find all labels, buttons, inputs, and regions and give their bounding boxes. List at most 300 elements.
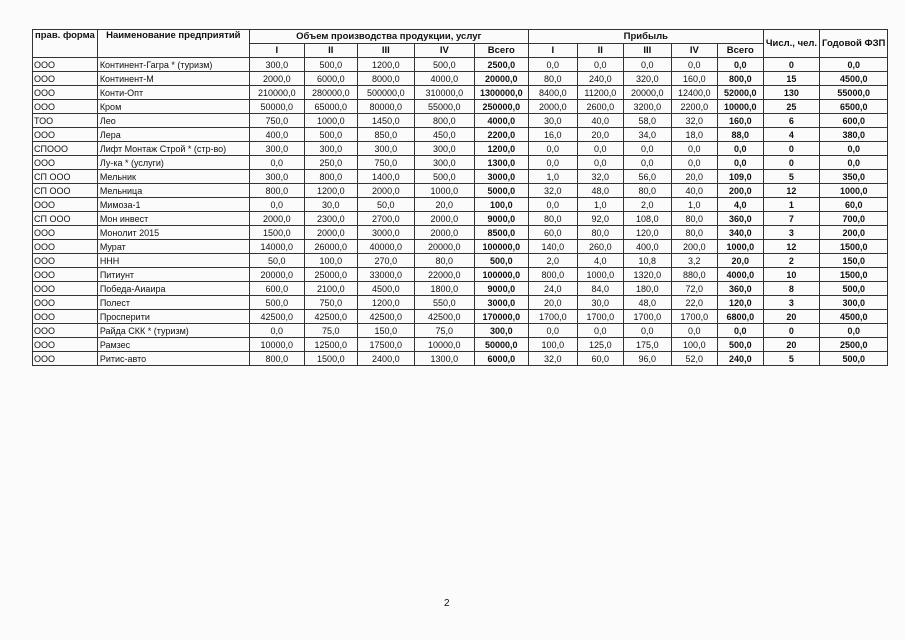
cell-volume-q1: 0,0 <box>249 156 304 170</box>
table-row <box>33 198 888 212</box>
cell-name: Лу-ка * (услуги) <box>97 156 249 170</box>
cell-profit-q2: 1000,0 <box>577 268 623 282</box>
cell-payroll: 380,0 <box>820 128 888 142</box>
cell-form: ООО <box>33 338 98 352</box>
cell-name: Лифт Монтаж Строй * (стр-во) <box>97 142 249 156</box>
cell-volume-q2: 100,0 <box>304 254 357 268</box>
cell-volume-q3: 8000,0 <box>357 72 414 86</box>
table-row <box>33 282 888 296</box>
cell-volume-q3: 750,0 <box>357 156 414 170</box>
cell-volume-q1: 0,0 <box>249 324 304 338</box>
cell-employees: 0 <box>763 324 819 338</box>
cell-profit-q2: 0,0 <box>577 142 623 156</box>
cell-profit-q1: 0,0 <box>528 324 577 338</box>
cell-profit-total: 88,0 <box>717 128 763 142</box>
cell-volume-q1: 2000,0 <box>249 72 304 86</box>
cell-volume-q4: 10000,0 <box>414 338 474 352</box>
cell-volume-total: 1200,0 <box>474 142 528 156</box>
table-row <box>33 72 888 86</box>
cell-profit-q2: 2600,0 <box>577 100 623 114</box>
cell-profit-q2: 84,0 <box>577 282 623 296</box>
cell-volume-total: 6000,0 <box>474 352 528 366</box>
table-row <box>33 86 888 100</box>
cell-profit-q1: 2000,0 <box>528 100 577 114</box>
cell-profit-total: 0,0 <box>717 324 763 338</box>
cell-profit-q1: 0,0 <box>528 58 577 72</box>
table-row <box>33 114 888 128</box>
cell-profit-total: 240,0 <box>717 352 763 366</box>
cell-profit-total: 52000,0 <box>717 86 763 100</box>
cell-profit-q4: 80,0 <box>671 212 717 226</box>
table-row <box>33 184 888 198</box>
header-volume-q2: II <box>304 44 357 58</box>
cell-employees: 15 <box>763 72 819 86</box>
cell-form: ООО <box>33 240 98 254</box>
cell-employees: 5 <box>763 352 819 366</box>
cell-profit-q2: 60,0 <box>577 352 623 366</box>
cell-profit-q1: 32,0 <box>528 184 577 198</box>
cell-employees: 8 <box>763 282 819 296</box>
cell-volume-total: 1300,0 <box>474 156 528 170</box>
cell-form: ООО <box>33 72 98 86</box>
cell-form: СП ООО <box>33 170 98 184</box>
cell-profit-q4: 3,2 <box>671 254 717 268</box>
cell-name: Победа-Аиаира <box>97 282 249 296</box>
cell-volume-q1: 300,0 <box>249 58 304 72</box>
cell-volume-q2: 30,0 <box>304 198 357 212</box>
cell-volume-total: 1300000,0 <box>474 86 528 100</box>
cell-form: ООО <box>33 226 98 240</box>
cell-volume-q4: 55000,0 <box>414 100 474 114</box>
page-number: 2 <box>444 598 450 609</box>
cell-volume-total: 8500,0 <box>474 226 528 240</box>
cell-volume-q2: 750,0 <box>304 296 357 310</box>
cell-volume-q2: 42500,0 <box>304 310 357 324</box>
cell-volume-q2: 2100,0 <box>304 282 357 296</box>
cell-volume-q1: 50,0 <box>249 254 304 268</box>
cell-payroll: 300,0 <box>820 296 888 310</box>
cell-payroll: 700,0 <box>820 212 888 226</box>
cell-profit-q3: 180,0 <box>623 282 671 296</box>
cell-profit-q3: 10,8 <box>623 254 671 268</box>
cell-volume-q1: 800,0 <box>249 184 304 198</box>
cell-volume-q4: 500,0 <box>414 170 474 184</box>
cell-volume-q2: 300,0 <box>304 142 357 156</box>
cell-profit-total: 160,0 <box>717 114 763 128</box>
cell-volume-q4: 310000,0 <box>414 86 474 100</box>
cell-profit-q4: 1,0 <box>671 198 717 212</box>
cell-profit-q2: 0,0 <box>577 156 623 170</box>
cell-profit-q3: 400,0 <box>623 240 671 254</box>
cell-name: Питиунт <box>97 268 249 282</box>
cell-profit-q2: 40,0 <box>577 114 623 128</box>
cell-form: ООО <box>33 296 98 310</box>
cell-profit-q4: 18,0 <box>671 128 717 142</box>
cell-volume-q2: 2300,0 <box>304 212 357 226</box>
cell-name: Лера <box>97 128 249 142</box>
cell-volume-total: 5000,0 <box>474 184 528 198</box>
cell-payroll: 0,0 <box>820 324 888 338</box>
cell-volume-q2: 6000,0 <box>304 72 357 86</box>
cell-payroll: 1000,0 <box>820 184 888 198</box>
cell-name: Конти-Опт <box>97 86 249 100</box>
header-form: прав. форма <box>33 30 98 58</box>
cell-volume-q3: 50,0 <box>357 198 414 212</box>
cell-employees: 20 <box>763 310 819 324</box>
cell-profit-q3: 0,0 <box>623 324 671 338</box>
cell-volume-q3: 42500,0 <box>357 310 414 324</box>
cell-name: Ритис-авто <box>97 352 249 366</box>
cell-profit-q1: 20,0 <box>528 296 577 310</box>
cell-profit-q4: 100,0 <box>671 338 717 352</box>
cell-payroll: 4500,0 <box>820 72 888 86</box>
cell-profit-q2: 32,0 <box>577 170 623 184</box>
cell-volume-q3: 40000,0 <box>357 240 414 254</box>
cell-volume-q2: 1500,0 <box>304 352 357 366</box>
cell-profit-total: 0,0 <box>717 58 763 72</box>
cell-form: ТОО <box>33 114 98 128</box>
cell-name: Континент-Гагра * (туризм) <box>97 58 249 72</box>
cell-volume-q3: 2000,0 <box>357 184 414 198</box>
cell-form: ООО <box>33 58 98 72</box>
cell-profit-q2: 240,0 <box>577 72 623 86</box>
cell-form: СП ООО <box>33 212 98 226</box>
header-volume-group: Объем производства продукции, услуг <box>249 30 528 44</box>
cell-employees: 5 <box>763 170 819 184</box>
cell-volume-q1: 14000,0 <box>249 240 304 254</box>
header-profit-q2: II <box>577 44 623 58</box>
cell-profit-q3: 1320,0 <box>623 268 671 282</box>
cell-profit-q1: 16,0 <box>528 128 577 142</box>
header-profit-q3: III <box>623 44 671 58</box>
cell-form: ООО <box>33 324 98 338</box>
cell-profit-q4: 12400,0 <box>671 86 717 100</box>
cell-profit-q1: 32,0 <box>528 352 577 366</box>
cell-employees: 12 <box>763 240 819 254</box>
cell-employees: 0 <box>763 58 819 72</box>
cell-form: ООО <box>33 100 98 114</box>
cell-form: ООО <box>33 254 98 268</box>
cell-form: ООО <box>33 86 98 100</box>
cell-profit-q3: 2,0 <box>623 198 671 212</box>
cell-volume-total: 100000,0 <box>474 268 528 282</box>
cell-profit-q3: 108,0 <box>623 212 671 226</box>
cell-volume-q2: 500,0 <box>304 128 357 142</box>
cell-volume-q3: 33000,0 <box>357 268 414 282</box>
cell-volume-q4: 1000,0 <box>414 184 474 198</box>
cell-employees: 0 <box>763 142 819 156</box>
cell-profit-total: 800,0 <box>717 72 763 86</box>
cell-profit-q1: 24,0 <box>528 282 577 296</box>
cell-profit-q3: 0,0 <box>623 58 671 72</box>
cell-employees: 3 <box>763 296 819 310</box>
header-profit-total: Всего <box>717 44 763 58</box>
cell-form: ООО <box>33 128 98 142</box>
cell-profit-q1: 0,0 <box>528 198 577 212</box>
cell-employees: 12 <box>763 184 819 198</box>
cell-volume-q4: 2000,0 <box>414 212 474 226</box>
cell-profit-q3: 20000,0 <box>623 86 671 100</box>
cell-volume-q1: 20000,0 <box>249 268 304 282</box>
cell-volume-q3: 4500,0 <box>357 282 414 296</box>
cell-volume-q2: 75,0 <box>304 324 357 338</box>
cell-volume-q2: 1000,0 <box>304 114 357 128</box>
table-row <box>33 58 888 72</box>
cell-name: Мельник <box>97 170 249 184</box>
cell-profit-q4: 0,0 <box>671 156 717 170</box>
cell-profit-q2: 125,0 <box>577 338 623 352</box>
cell-volume-q4: 450,0 <box>414 128 474 142</box>
cell-profit-q2: 1700,0 <box>577 310 623 324</box>
cell-volume-q1: 800,0 <box>249 352 304 366</box>
cell-profit-q4: 0,0 <box>671 142 717 156</box>
cell-volume-q1: 1500,0 <box>249 226 304 240</box>
cell-profit-q3: 80,0 <box>623 184 671 198</box>
cell-employees: 2 <box>763 254 819 268</box>
cell-volume-q2: 800,0 <box>304 170 357 184</box>
cell-volume-q2: 280000,0 <box>304 86 357 100</box>
cell-volume-total: 250000,0 <box>474 100 528 114</box>
cell-volume-q1: 500,0 <box>249 296 304 310</box>
cell-employees: 4 <box>763 128 819 142</box>
cell-volume-total: 170000,0 <box>474 310 528 324</box>
cell-profit-q3: 58,0 <box>623 114 671 128</box>
cell-volume-total: 2500,0 <box>474 58 528 72</box>
table-row <box>33 212 888 226</box>
cell-volume-q4: 800,0 <box>414 114 474 128</box>
cell-volume-q3: 80000,0 <box>357 100 414 114</box>
cell-volume-q3: 150,0 <box>357 324 414 338</box>
cell-form: ООО <box>33 156 98 170</box>
cell-payroll: 350,0 <box>820 170 888 184</box>
cell-name: Полест <box>97 296 249 310</box>
cell-profit-q1: 8400,0 <box>528 86 577 100</box>
cell-volume-q3: 2400,0 <box>357 352 414 366</box>
cell-profit-q3: 0,0 <box>623 156 671 170</box>
cell-volume-total: 500,0 <box>474 254 528 268</box>
cell-profit-total: 6800,0 <box>717 310 763 324</box>
cell-name: Рамзес <box>97 338 249 352</box>
cell-profit-total: 0,0 <box>717 142 763 156</box>
cell-name: Монолит 2015 <box>97 226 249 240</box>
cell-profit-q2: 80,0 <box>577 226 623 240</box>
cell-payroll: 6500,0 <box>820 100 888 114</box>
cell-profit-q3: 96,0 <box>623 352 671 366</box>
cell-volume-q3: 1200,0 <box>357 296 414 310</box>
cell-volume-q1: 42500,0 <box>249 310 304 324</box>
cell-payroll: 150,0 <box>820 254 888 268</box>
cell-profit-total: 20,0 <box>717 254 763 268</box>
cell-payroll: 0,0 <box>820 156 888 170</box>
cell-volume-total: 20000,0 <box>474 72 528 86</box>
cell-volume-total: 9000,0 <box>474 212 528 226</box>
cell-volume-q4: 20,0 <box>414 198 474 212</box>
cell-profit-q1: 0,0 <box>528 142 577 156</box>
cell-volume-q3: 850,0 <box>357 128 414 142</box>
cell-volume-q1: 750,0 <box>249 114 304 128</box>
table-row <box>33 156 888 170</box>
table-row <box>33 268 888 282</box>
header-payroll: Годовой ФЗП <box>820 30 888 58</box>
cell-name: Мон инвест <box>97 212 249 226</box>
cell-profit-q4: 200,0 <box>671 240 717 254</box>
table-row <box>33 338 888 352</box>
cell-profit-q1: 0,0 <box>528 156 577 170</box>
cell-profit-total: 360,0 <box>717 212 763 226</box>
cell-employees: 6 <box>763 114 819 128</box>
cell-profit-q3: 48,0 <box>623 296 671 310</box>
cell-volume-q1: 210000,0 <box>249 86 304 100</box>
cell-volume-q4: 300,0 <box>414 156 474 170</box>
header-employees: Числ., чел. <box>763 30 819 58</box>
cell-profit-q4: 0,0 <box>671 324 717 338</box>
cell-volume-q4: 20000,0 <box>414 240 474 254</box>
cell-profit-q2: 260,0 <box>577 240 623 254</box>
cell-profit-total: 4,0 <box>717 198 763 212</box>
table-row <box>33 324 888 338</box>
header-volume-q3: III <box>357 44 414 58</box>
cell-volume-q3: 17500,0 <box>357 338 414 352</box>
cell-volume-total: 50000,0 <box>474 338 528 352</box>
cell-profit-total: 0,0 <box>717 156 763 170</box>
cell-volume-q1: 400,0 <box>249 128 304 142</box>
cell-profit-total: 200,0 <box>717 184 763 198</box>
cell-profit-q4: 32,0 <box>671 114 717 128</box>
cell-profit-total: 360,0 <box>717 282 763 296</box>
cell-payroll: 600,0 <box>820 114 888 128</box>
cell-profit-q2: 30,0 <box>577 296 623 310</box>
cell-volume-q4: 1300,0 <box>414 352 474 366</box>
cell-profit-q1: 100,0 <box>528 338 577 352</box>
cell-volume-q2: 26000,0 <box>304 240 357 254</box>
cell-name: Райда СКК * (туризм) <box>97 324 249 338</box>
cell-volume-q3: 3000,0 <box>357 226 414 240</box>
cell-employees: 3 <box>763 226 819 240</box>
cell-form: СПООО <box>33 142 98 156</box>
cell-employees: 130 <box>763 86 819 100</box>
cell-payroll: 1500,0 <box>820 268 888 282</box>
cell-name: Мимоза-1 <box>97 198 249 212</box>
header-volume-q4: IV <box>414 44 474 58</box>
cell-volume-q3: 1400,0 <box>357 170 414 184</box>
cell-name: Мурат <box>97 240 249 254</box>
header-volume-q1: I <box>249 44 304 58</box>
cell-employees: 25 <box>763 100 819 114</box>
cell-volume-q2: 2000,0 <box>304 226 357 240</box>
cell-volume-q1: 0,0 <box>249 198 304 212</box>
table-row <box>33 170 888 184</box>
table-row <box>33 352 888 366</box>
cell-payroll: 1500,0 <box>820 240 888 254</box>
cell-payroll: 2500,0 <box>820 338 888 352</box>
cell-volume-total: 4000,0 <box>474 114 528 128</box>
cell-volume-q4: 4000,0 <box>414 72 474 86</box>
cell-payroll: 500,0 <box>820 282 888 296</box>
cell-volume-total: 300,0 <box>474 324 528 338</box>
cell-volume-q4: 22000,0 <box>414 268 474 282</box>
table-row <box>33 310 888 324</box>
table-row <box>33 142 888 156</box>
cell-profit-q1: 80,0 <box>528 212 577 226</box>
header-volume-total: Всего <box>474 44 528 58</box>
cell-volume-total: 2200,0 <box>474 128 528 142</box>
cell-name: ННН <box>97 254 249 268</box>
cell-volume-total: 100,0 <box>474 198 528 212</box>
cell-volume-q2: 500,0 <box>304 58 357 72</box>
cell-volume-q3: 300,0 <box>357 142 414 156</box>
cell-name: Кром <box>97 100 249 114</box>
cell-profit-q1: 800,0 <box>528 268 577 282</box>
cell-payroll: 55000,0 <box>820 86 888 100</box>
cell-profit-q1: 140,0 <box>528 240 577 254</box>
cell-profit-q2: 11200,0 <box>577 86 623 100</box>
cell-profit-q1: 1700,0 <box>528 310 577 324</box>
cell-profit-total: 500,0 <box>717 338 763 352</box>
cell-volume-total: 3000,0 <box>474 170 528 184</box>
cell-profit-q4: 22,0 <box>671 296 717 310</box>
cell-profit-q1: 60,0 <box>528 226 577 240</box>
cell-volume-q4: 300,0 <box>414 142 474 156</box>
table-row <box>33 128 888 142</box>
cell-volume-q2: 25000,0 <box>304 268 357 282</box>
cell-profit-q2: 4,0 <box>577 254 623 268</box>
cell-volume-q1: 600,0 <box>249 282 304 296</box>
table-row <box>33 226 888 240</box>
table-row <box>33 240 888 254</box>
cell-name: Континент-М <box>97 72 249 86</box>
cell-profit-q4: 1700,0 <box>671 310 717 324</box>
cell-profit-q3: 175,0 <box>623 338 671 352</box>
cell-profit-total: 120,0 <box>717 296 763 310</box>
cell-form: СП ООО <box>33 184 98 198</box>
cell-volume-q1: 2000,0 <box>249 212 304 226</box>
cell-profit-q4: 52,0 <box>671 352 717 366</box>
cell-payroll: 0,0 <box>820 58 888 72</box>
cell-profit-q4: 80,0 <box>671 226 717 240</box>
cell-profit-total: 10000,0 <box>717 100 763 114</box>
cell-profit-q1: 80,0 <box>528 72 577 86</box>
cell-form: ООО <box>33 198 98 212</box>
cell-volume-q4: 1800,0 <box>414 282 474 296</box>
cell-payroll: 4500,0 <box>820 310 888 324</box>
cell-profit-q1: 2,0 <box>528 254 577 268</box>
cell-volume-q2: 12500,0 <box>304 338 357 352</box>
cell-profit-total: 1000,0 <box>717 240 763 254</box>
cell-volume-q4: 42500,0 <box>414 310 474 324</box>
cell-form: ООО <box>33 282 98 296</box>
cell-profit-q3: 1700,0 <box>623 310 671 324</box>
cell-volume-q1: 300,0 <box>249 170 304 184</box>
cell-employees: 10 <box>763 268 819 282</box>
cell-volume-q2: 65000,0 <box>304 100 357 114</box>
header-profit-q1: I <box>528 44 577 58</box>
cell-payroll: 60,0 <box>820 198 888 212</box>
cell-profit-q4: 880,0 <box>671 268 717 282</box>
cell-volume-q2: 250,0 <box>304 156 357 170</box>
cell-profit-total: 340,0 <box>717 226 763 240</box>
cell-employees: 1 <box>763 198 819 212</box>
enterprises-table <box>32 29 888 366</box>
cell-volume-q4: 500,0 <box>414 58 474 72</box>
cell-profit-q3: 320,0 <box>623 72 671 86</box>
cell-volume-q3: 1200,0 <box>357 58 414 72</box>
cell-volume-q3: 1450,0 <box>357 114 414 128</box>
cell-profit-q4: 2200,0 <box>671 100 717 114</box>
cell-profit-q1: 30,0 <box>528 114 577 128</box>
cell-volume-q4: 2000,0 <box>414 226 474 240</box>
table-row <box>33 100 888 114</box>
cell-profit-q1: 1,0 <box>528 170 577 184</box>
